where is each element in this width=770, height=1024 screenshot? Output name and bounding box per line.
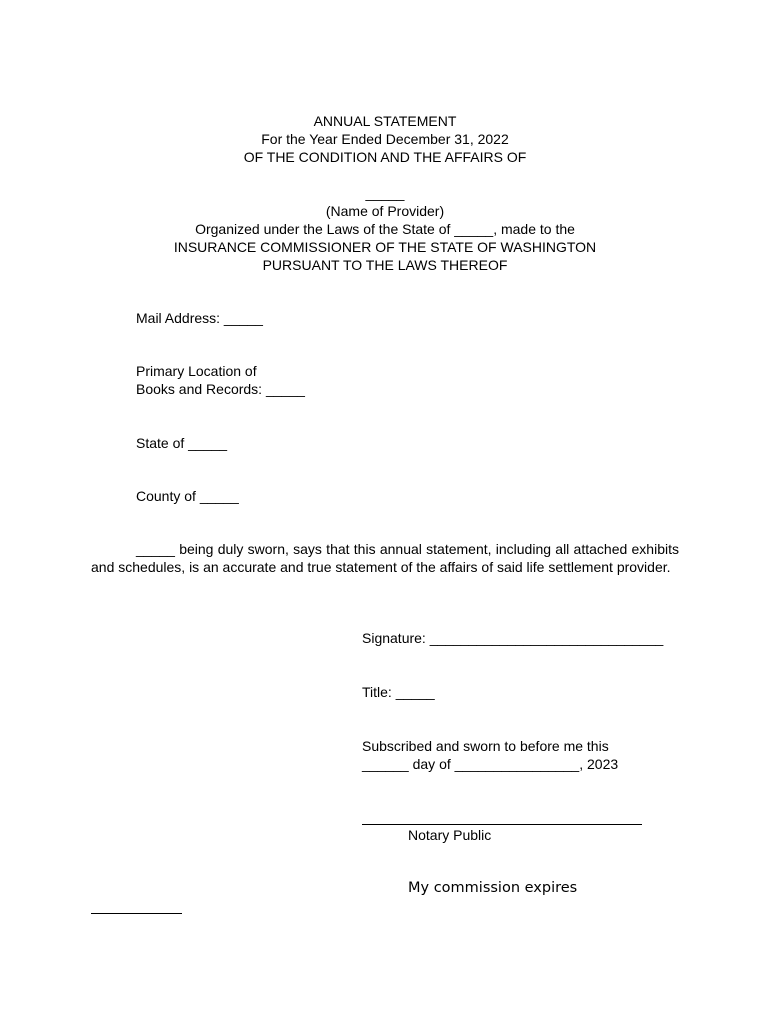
provider-name-caption: (Name of Provider): [325, 203, 445, 219]
commissioner-line: INSURANCE COMMISSIONER OF THE STATE OF WASHINGTON: [173, 239, 597, 255]
oath-paragraph: [91, 540, 679, 576]
signature-line: Signature: ______________________________: [362, 630, 664, 646]
document-title: ANNUAL STATEMENT: [313, 113, 457, 129]
subscribed-sworn-line: Subscribed and sworn to before me this: [362, 738, 609, 754]
oath-text: _____ being duly sworn, says that this annual statement, including all attached exhibits and schedules, is an accurate and true statement of the affairs of said life settlement provider.: [91, 541, 679, 575]
title-field: Title: _____: [362, 684, 435, 700]
commission-date-rule: [91, 913, 182, 914]
day-of-line: ______ day of ________________, 2023: [362, 756, 619, 772]
mail-address-field: Mail Address: _____: [136, 310, 263, 326]
provider-name-blank: _____: [365, 185, 405, 201]
notary-public-label: Notary Public: [408, 827, 492, 843]
county-field: County of _____: [136, 488, 239, 504]
primary-location-label: Primary Location of: [136, 363, 257, 379]
organized-under-line: Organized under the Laws of the State of _____, made to the: [195, 221, 575, 237]
books-records-field: Books and Records: _____: [136, 381, 305, 397]
notary-signature-rule: [362, 824, 642, 825]
state-field: State of _____: [136, 435, 228, 451]
pursuant-line: PURSUANT TO THE LAWS THEREOF: [262, 257, 508, 273]
statement-year-line: For the Year Ended December 31, 2022: [261, 131, 509, 147]
condition-affairs-line: OF THE CONDITION AND THE AFFAIRS OF: [243, 149, 527, 165]
commission-expires-label: My commission expires: [408, 880, 578, 896]
